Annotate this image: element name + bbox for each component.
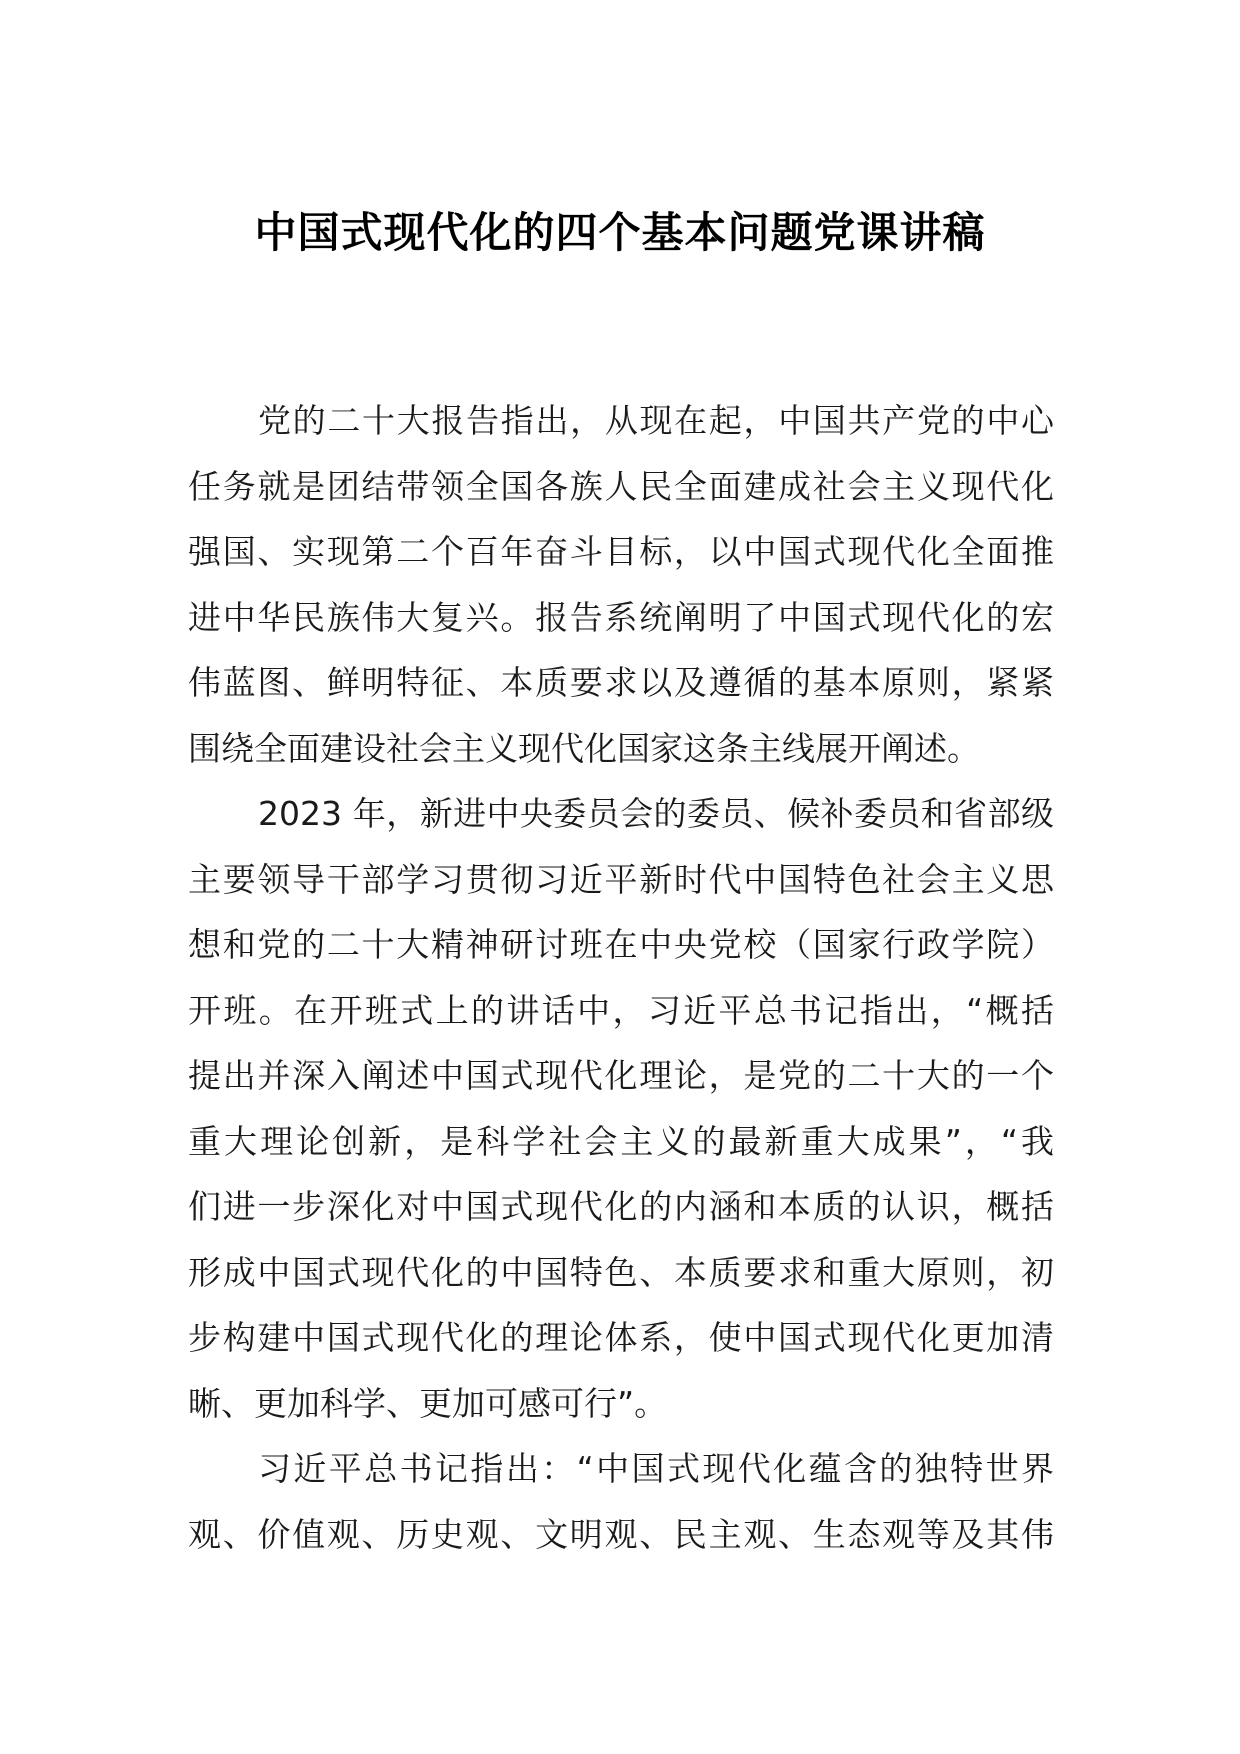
paragraph-line: 想和党的二十大精神研讨班在中央党校（国家行政学院） (188, 925, 1054, 964)
paragraph-line: 党的二十大报告指出，从现在起，中国共产党的中心 (258, 401, 1054, 440)
paragraph-line: 们进一步深化对中国式现代化的内涵和本质的认识，概括 (188, 1187, 1054, 1226)
paragraph-line: 2023 年，新进中央委员会的委员、候补委员和省部级 (258, 794, 1054, 833)
paragraph-line: 任务就是团结带领全国各族人民全面建成社会主义现代化 (188, 466, 1054, 506)
paragraph-line: 提出并深入阐述中国式现代化理论，是党的二十大的一个 (188, 1056, 1054, 1095)
paragraph-line: 围绕全面建设社会主义现代化国家这条主线展开阐述。 (188, 728, 980, 768)
document-title: 中国式现代化的四个基本问题党课讲稿 (254, 208, 986, 257)
paragraph-line: 强国、实现第二个百年奋斗目标，以中国式现代化全面推 (188, 532, 1054, 571)
paragraph-line: 重大理论创新，是科学社会主义的最新重大成果”，“我 (188, 1121, 1054, 1161)
paragraph-line: 开班。在开班式上的讲话中，习近平总书记指出，“概括 (188, 990, 1054, 1030)
paragraph-line: 伟蓝图、鲜明特征、本质要求以及遵循的基本原则，紧紧 (188, 663, 1054, 702)
paragraph-2 (188, 781, 1054, 1436)
paragraph-3 (188, 1436, 1054, 1567)
paragraph-line: 进中华民族伟大复兴。报告系统阐明了中国式现代化的宏 (188, 597, 1054, 637)
paragraph-line: 观、价值观、历史观、文明观、民主观、生态观等及其伟 (188, 1514, 1054, 1554)
paragraph-1 (188, 388, 1054, 781)
paragraph-line: 主要领导干部学习贯彻习近平新时代中国特色社会主义思 (188, 859, 1054, 899)
paragraph-line: 形成中国式现代化的中国特色、本质要求和重大原则，初 (188, 1252, 1054, 1292)
paragraph-line: 步构建中国式现代化的理论体系，使中国式现代化更加清 (188, 1318, 1054, 1357)
document-body (188, 388, 1054, 1567)
paragraph-line: 习近平总书记指出：“中国式现代化蕴含的独特世界 (258, 1449, 1054, 1488)
paragraph-line: 晰、更加科学、更加可感可行”。 (188, 1383, 668, 1423)
